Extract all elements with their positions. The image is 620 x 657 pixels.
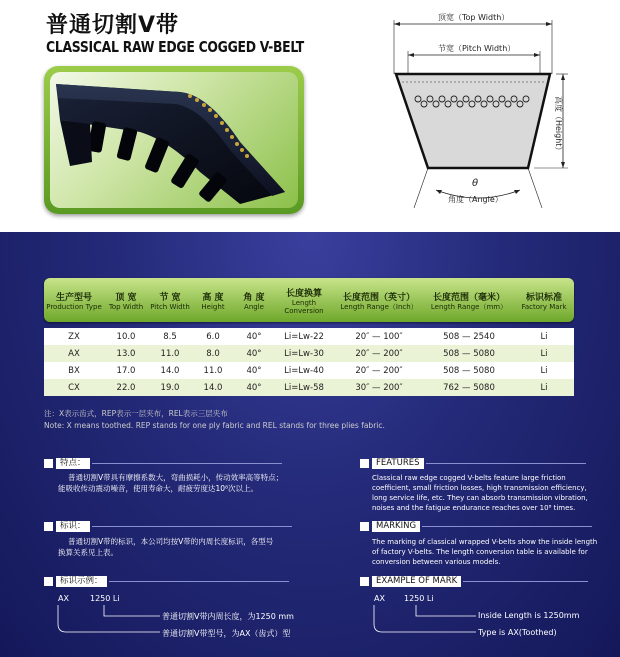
belt-illustration [50,72,298,208]
table-cell: CX [68,382,80,393]
table-cell: 19.0 [160,382,180,393]
table-cell: 13.0 [116,348,136,359]
table-cell: AX [68,348,80,359]
table-cell: 40° [246,348,262,359]
table-row [44,379,574,396]
table-cell: 6.0 [206,331,220,342]
table-cell: Li=Lw-30 [284,348,324,359]
column-header-cn: 长度范围（英寸） [342,292,415,303]
column-header [334,278,424,322]
example-cn-desc2: 普通切割V带型号，为AX（齿式）型 [162,629,291,638]
table-row [44,345,574,362]
page-title-cn: 普通切割V带 [46,13,180,38]
table-cell: 17.0 [116,365,136,376]
marking-cn-heading: 标识： [44,521,292,532]
bullet-square-icon [44,459,53,468]
example-cn-length: 1250 Li [90,594,120,603]
column-header-cn: 长度范围（毫米） [432,292,505,303]
spec-table [44,278,574,396]
column-header [514,278,574,322]
marking-en-heading: MARKING [360,521,592,532]
table-cell: 40° [246,331,262,342]
table-cell: 11.0 [160,348,180,359]
column-header-cn: 节 宽 [159,292,181,303]
column-header-en: Factory Mark [521,302,567,311]
table-cell: 40° [246,365,262,376]
angle-label: 角度（Angle） [448,195,503,204]
table-cell: Li=Lw-22 [284,331,324,342]
bullet-square-icon [44,577,53,586]
table-cell: 11.0 [203,365,223,376]
features-en-text: Classical raw edge cogged V-belts feature large friction coefficient, small friction losses, high transmission efficiency, long service life, etc. They can absorb transmission vibration, noises and the fatigue endurance reaches over 10⁸ times. [372,474,588,512]
example-cn-leader-lines [56,604,166,640]
belt-photo-frame [44,66,304,214]
column-header-en: Production Type [46,302,102,311]
example-en-code: AX [374,594,385,603]
bullet-square-icon [360,577,369,586]
table-cell: 508 — 5080 [443,365,495,376]
cross-section-diagram [350,0,620,232]
top-section [0,0,620,232]
top-width-label: 顶宽（Top Width） [438,13,510,22]
marking-en-text: The marking of classical wrapped V-belts show the inside length of factory V-belts. The length conversion table is available for conversion between various models. [372,538,598,566]
column-header [192,278,234,322]
column-header-cn: 标识标准 [525,292,562,303]
column-header-en: Length Conversion [284,298,324,315]
example-en-desc2: Type is AX(Toothed) [478,628,557,637]
table-cell: 20″ — 200″ [355,365,403,376]
column-header-cn: 顶 宽 [115,292,137,303]
column-header-cn: 高 度 [202,292,224,303]
example-en-desc1: Inside Length is 1250mm [478,611,580,620]
table-cell: 508 — 2540 [443,331,495,342]
table-cell: 20″ — 200″ [355,348,403,359]
example-cn-heading: 标识示例： [44,576,289,587]
column-header-en: Top Width [108,302,144,311]
example-en-heading: EXAMPLE OF MARK [360,576,588,587]
table-cell: Li=Lw-58 [284,382,324,393]
table-cell: Li [540,382,548,393]
table-row [44,362,574,379]
column-header-en: Pitch Width [150,302,190,311]
table-cell: ZX [68,331,80,342]
table-cell: 14.0 [160,365,180,376]
table-cell: Li [540,348,548,359]
table-cell: BX [68,365,80,376]
column-header [148,278,192,322]
table-cell: 22.0 [116,382,136,393]
example-cn-code: AX [58,594,69,603]
table-cell: Li [540,365,548,376]
page-title-en: CLASSICAL RAW EDGE COGGED V-BELT [46,38,304,56]
column-header-cn: 角 度 [243,292,265,303]
features-en-heading: FEATURES [360,458,586,469]
pitch-width-label: 节宽（Pitch Width） [438,44,516,53]
example-cn-desc1: 普通切割V带内周长度，为1250 mm [162,612,294,621]
bullet-square-icon [360,459,369,468]
height-label: 高度（Height） [554,96,563,155]
column-header-cn: 生产型号 [55,292,92,303]
bullet-square-icon [360,522,369,531]
spec-table-body [44,328,574,396]
table-cell: 10.0 [116,331,136,342]
table-cell: 508 — 5080 [443,348,495,359]
example-en-leader-lines [372,604,482,640]
column-header-en: Length Range（Inch） [340,302,418,311]
features-cn-heading: 特点： [44,458,282,469]
column-header [104,278,148,322]
table-cell: 8.0 [206,348,220,359]
belt-photo [50,72,298,208]
column-header [424,278,514,322]
bullet-square-icon [44,522,53,531]
column-header [44,278,104,322]
column-header [234,278,274,322]
marking-cn-text: 普通切割V带的标识，本公司均按V带的内周长度标识，各型号 换算关系见上表。 [58,537,274,557]
table-cell: Li=Lw-40 [284,365,324,376]
note-en: Note: X means toothed. REP stands for one ply fabric and REL stands for three plies fabric. [44,421,385,430]
column-header-en: Length Range（mm） [430,302,508,311]
note-cn: 注：X表示齿式，REP表示一层夹布，REL表示三层夹布 [44,409,228,418]
table-cell: 40° [246,382,262,393]
table-cell: 14.0 [203,382,223,393]
column-header [274,278,334,322]
table-cell: 20″ — 100″ [355,331,403,342]
table-row [44,328,574,345]
example-en-length: 1250 Li [404,594,434,603]
column-header-cn: 长度换算 [285,288,322,299]
table-cell: 762 — 5080 [443,382,495,393]
table-cell: 8.5 [163,331,177,342]
column-header-en: Angle [244,302,264,311]
table-cell: 30″ — 200″ [355,382,403,393]
theta-symbol: θ [472,178,479,189]
features-cn-text: 普通切割V带具有摩擦系数大，弯曲损耗小，传动效率高等特点； 能吸收传动震动噪音，使用寿命大，耐疲劳度达10⁸次以上。 [58,473,284,493]
spec-table-header [44,278,574,322]
table-cell: Li [540,331,548,342]
column-header-en: Height [201,302,225,311]
